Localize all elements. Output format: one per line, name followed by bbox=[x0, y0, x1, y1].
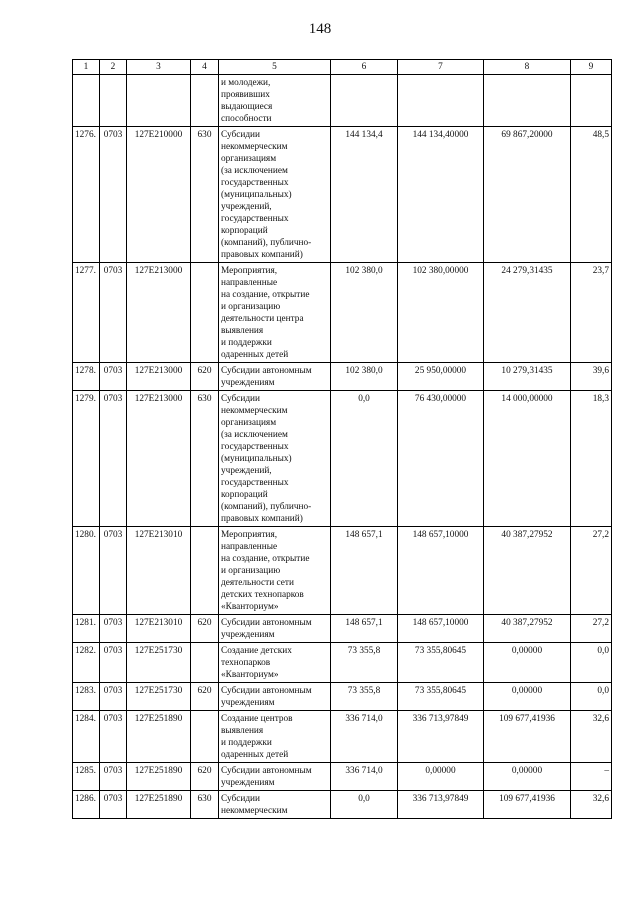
budget-table bbox=[72, 59, 612, 819]
target-article-code: 127E251730 bbox=[127, 643, 191, 683]
planned-amount: 336 714,0 bbox=[331, 711, 398, 763]
column-header: 2 bbox=[100, 60, 127, 75]
executed-amount bbox=[484, 75, 571, 127]
section-code: 0703 bbox=[100, 615, 127, 643]
target-article-code: 127E213010 bbox=[127, 527, 191, 615]
revised-amount: 148 657,10000 bbox=[398, 615, 484, 643]
section-code: 0703 bbox=[100, 527, 127, 615]
expense-type-code: 620 bbox=[191, 363, 219, 391]
planned-amount: 148 657,1 bbox=[331, 615, 398, 643]
expense-type-code: 630 bbox=[191, 791, 219, 819]
section-code: 0703 bbox=[100, 711, 127, 763]
execution-percent: 27,2 bbox=[571, 527, 612, 615]
execution-percent: 23,7 bbox=[571, 263, 612, 363]
target-article-code: 127E213000 bbox=[127, 263, 191, 363]
section-code: 0703 bbox=[100, 391, 127, 527]
page-number: 148 bbox=[308, 21, 332, 37]
row-number: 1281. bbox=[73, 615, 100, 643]
executed-amount: 10 279,31435 bbox=[484, 363, 571, 391]
expense-type-code bbox=[191, 263, 219, 363]
table-body bbox=[73, 60, 612, 819]
executed-amount: 0,00000 bbox=[484, 763, 571, 791]
target-article-code: 127E210000 bbox=[127, 127, 191, 263]
section-code: 0703 bbox=[100, 683, 127, 711]
revised-amount bbox=[398, 75, 484, 127]
expense-name: Субсидии автономным учреждениям bbox=[219, 615, 331, 643]
expense-type-code bbox=[191, 643, 219, 683]
planned-amount: 336 714,0 bbox=[331, 763, 398, 791]
target-article-code: 127E251890 bbox=[127, 763, 191, 791]
planned-amount: 102 380,0 bbox=[331, 263, 398, 363]
planned-amount: 144 134,4 bbox=[331, 127, 398, 263]
expense-name: Субсидии автономным учреждениям bbox=[219, 683, 331, 711]
executed-amount: 109 677,41936 bbox=[484, 791, 571, 819]
table-row bbox=[73, 683, 612, 711]
table-row bbox=[73, 643, 612, 683]
expense-name: Субсидии некоммерческим организациям (за исключением государственных (муниципальных) учреждений, государственных корпораций (компаний), публично- правовых компаний) bbox=[219, 391, 331, 527]
section-code bbox=[100, 75, 127, 127]
revised-amount: 76 430,00000 bbox=[398, 391, 484, 527]
planned-amount: 148 657,1 bbox=[331, 527, 398, 615]
execution-percent: – bbox=[571, 763, 612, 791]
column-header: 7 bbox=[398, 60, 484, 75]
expense-name: и молодежи, проявивших выдающиеся способности bbox=[219, 75, 331, 127]
section-code: 0703 bbox=[100, 263, 127, 363]
expense-type-code: 630 bbox=[191, 391, 219, 527]
table-row bbox=[73, 363, 612, 391]
target-article-code: 127E213010 bbox=[127, 615, 191, 643]
table-row bbox=[73, 75, 612, 127]
revised-amount: 336 713,97849 bbox=[398, 791, 484, 819]
revised-amount: 73 355,80645 bbox=[398, 643, 484, 683]
execution-percent: 0,0 bbox=[571, 683, 612, 711]
expense-type-code: 620 bbox=[191, 615, 219, 643]
planned-amount: 73 355,8 bbox=[331, 643, 398, 683]
executed-amount: 24 279,31435 bbox=[484, 263, 571, 363]
expense-name: Субсидии некоммерческим организациям (за исключением государственных (муниципальных) учреждений, государственных корпораций (компаний), публично- правовых компаний) bbox=[219, 127, 331, 263]
expense-type-code bbox=[191, 711, 219, 763]
expense-name: Мероприятия, направленные на создание, открытие и организацию деятельности сети детских технопарков «Кванториум» bbox=[219, 527, 331, 615]
execution-percent: 18,3 bbox=[571, 391, 612, 527]
executed-amount: 69 867,20000 bbox=[484, 127, 571, 263]
row-number: 1280. bbox=[73, 527, 100, 615]
revised-amount: 73 355,80645 bbox=[398, 683, 484, 711]
expense-type-code: 620 bbox=[191, 683, 219, 711]
section-code: 0703 bbox=[100, 643, 127, 683]
execution-percent: 39,6 bbox=[571, 363, 612, 391]
planned-amount bbox=[331, 75, 398, 127]
expense-name: Субсидии автономным учреждениям bbox=[219, 363, 331, 391]
column-number-row bbox=[73, 60, 612, 75]
expense-name: Субсидии автономным учреждениям bbox=[219, 763, 331, 791]
table-row bbox=[73, 791, 612, 819]
row-number: 1282. bbox=[73, 643, 100, 683]
execution-percent bbox=[571, 75, 612, 127]
column-header: 8 bbox=[484, 60, 571, 75]
target-article-code: 127E213000 bbox=[127, 363, 191, 391]
execution-percent: 32,6 bbox=[571, 711, 612, 763]
execution-percent: 0,0 bbox=[571, 643, 612, 683]
row-number: 1285. bbox=[73, 763, 100, 791]
row-number: 1277. bbox=[73, 263, 100, 363]
table-row bbox=[73, 527, 612, 615]
planned-amount: 0,0 bbox=[331, 791, 398, 819]
row-number bbox=[73, 75, 100, 127]
execution-percent: 27,2 bbox=[571, 615, 612, 643]
section-code: 0703 bbox=[100, 791, 127, 819]
row-number: 1279. bbox=[73, 391, 100, 527]
expense-type-code bbox=[191, 75, 219, 127]
table-row bbox=[73, 711, 612, 763]
expense-name: Создание детских технопарков «Кванториум» bbox=[219, 643, 331, 683]
section-code: 0703 bbox=[100, 363, 127, 391]
expense-type-code bbox=[191, 527, 219, 615]
table-row bbox=[73, 391, 612, 527]
row-number: 1283. bbox=[73, 683, 100, 711]
expense-type-code: 620 bbox=[191, 763, 219, 791]
execution-percent: 48,5 bbox=[571, 127, 612, 263]
target-article-code: 127E251890 bbox=[127, 791, 191, 819]
planned-amount: 73 355,8 bbox=[331, 683, 398, 711]
target-article-code: 127E251730 bbox=[127, 683, 191, 711]
executed-amount: 0,00000 bbox=[484, 683, 571, 711]
revised-amount: 148 657,10000 bbox=[398, 527, 484, 615]
row-number: 1278. bbox=[73, 363, 100, 391]
planned-amount: 0,0 bbox=[331, 391, 398, 527]
section-code: 0703 bbox=[100, 763, 127, 791]
target-article-code: 127E213000 bbox=[127, 391, 191, 527]
table-row bbox=[73, 763, 612, 791]
table-row bbox=[73, 127, 612, 263]
target-article-code bbox=[127, 75, 191, 127]
executed-amount: 14 000,00000 bbox=[484, 391, 571, 527]
execution-percent: 32,6 bbox=[571, 791, 612, 819]
executed-amount: 109 677,41936 bbox=[484, 711, 571, 763]
expense-name: Мероприятия, направленные на создание, открытие и организацию деятельности центра выявления и поддержки одаренных детей bbox=[219, 263, 331, 363]
expense-name: Создание центров выявления и поддержки одаренных детей bbox=[219, 711, 331, 763]
row-number: 1286. bbox=[73, 791, 100, 819]
column-header: 6 bbox=[331, 60, 398, 75]
executed-amount: 40 387,27952 bbox=[484, 615, 571, 643]
table-row bbox=[73, 263, 612, 363]
row-number: 1276. bbox=[73, 127, 100, 263]
row-number: 1284. bbox=[73, 711, 100, 763]
executed-amount: 40 387,27952 bbox=[484, 527, 571, 615]
expense-name: Субсидии некоммерческим bbox=[219, 791, 331, 819]
expense-type-code: 630 bbox=[191, 127, 219, 263]
planned-amount: 102 380,0 bbox=[331, 363, 398, 391]
column-header: 1 bbox=[73, 60, 100, 75]
column-header: 4 bbox=[191, 60, 219, 75]
table-row bbox=[73, 615, 612, 643]
column-header: 3 bbox=[127, 60, 191, 75]
executed-amount: 0,00000 bbox=[484, 643, 571, 683]
section-code: 0703 bbox=[100, 127, 127, 263]
revised-amount: 0,00000 bbox=[398, 763, 484, 791]
revised-amount: 336 713,97849 bbox=[398, 711, 484, 763]
revised-amount: 102 380,00000 bbox=[398, 263, 484, 363]
column-header: 5 bbox=[219, 60, 331, 75]
target-article-code: 127E251890 bbox=[127, 711, 191, 763]
revised-amount: 144 134,40000 bbox=[398, 127, 484, 263]
revised-amount: 25 950,00000 bbox=[398, 363, 484, 391]
column-header: 9 bbox=[571, 60, 612, 75]
